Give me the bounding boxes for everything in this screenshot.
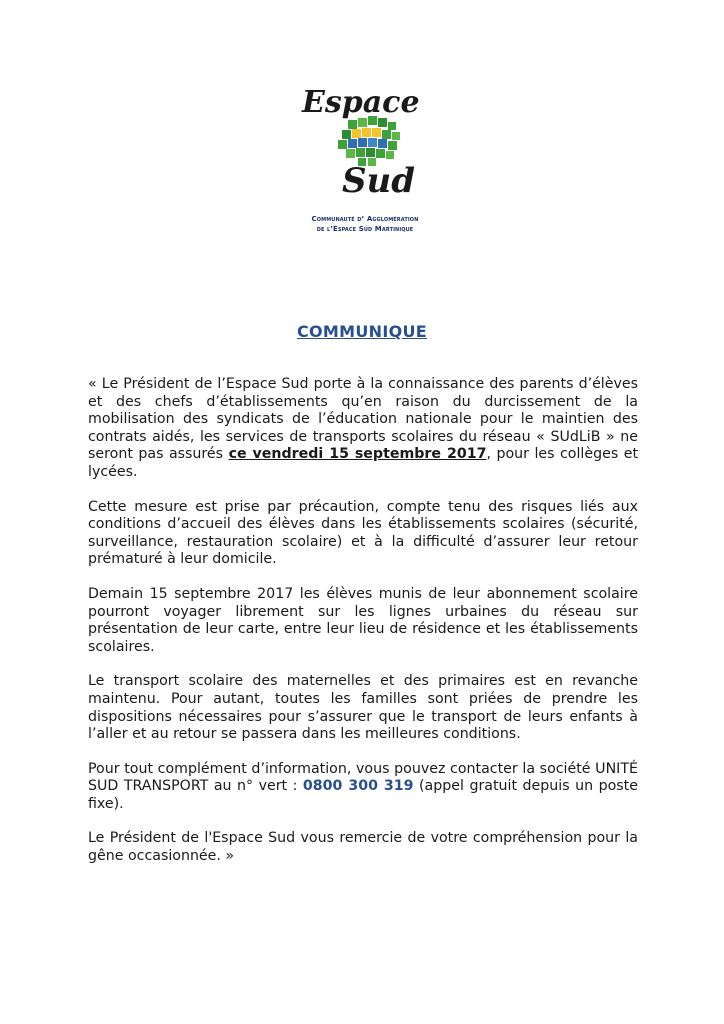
- page-title: COMMUNIQUE: [296, 322, 428, 341]
- paragraph-2: Cette mesure est prise par précaution, compte tenu des risques liés aux conditions d’accueil des élèves dans les établissements scolaires (sécurité, surveillance, restauration scolaire) et à la difficulté d’assurer leur retour prématuré à leur domicile.: [88, 498, 638, 568]
- paragraph-5-text-b: (appel gratuit depuis un poste fixe).: [88, 778, 638, 812]
- paragraph-1-date: ce vendredi 15 septembre 2017: [228, 446, 487, 463]
- paragraph-5-text-a: Pour tout complément d’information, vous pouvez contacter la société UNITÉ SUD TRANSPORT au n° vert :: [88, 760, 638, 795]
- logo-subtitle: [290, 214, 440, 234]
- paragraph-5: [88, 761, 638, 814]
- espace-sud-logo: [290, 82, 440, 247]
- logo-subtitle-line1: Communauté d’ Agglomération: [311, 215, 419, 223]
- phone-number: 0800 300 319: [302, 778, 414, 795]
- communique-body: [88, 376, 638, 883]
- paragraph-1-text-b: , pour les collèges et lycées.: [88, 446, 639, 480]
- logo-text-bottom: Sud: [342, 161, 416, 201]
- logo-graphic: [290, 82, 440, 202]
- logo-subtitle-line2: de l’Espace Sud Martinique: [316, 225, 414, 233]
- paragraph-4: Le transport scolaire des maternelles et des primaires est en revanche maintenu. Pour autant, toutes les familles sont priées de prendre les dispositions nécessaires pour s’assurer que le transport de leurs enfants à l’aller et au retour se passera dans les meilleures conditions.: [88, 673, 638, 743]
- paragraph-1: [88, 376, 638, 482]
- paragraph-3: Demain 15 septembre 2017 les élèves munis de leur abonnement scolaire pourront voyager librement sur les lignes urbaines du réseau sur présentation de leur carte, entre leur lieu de résidence et les établissements scolaires.: [88, 585, 638, 655]
- paragraph-1-text-a: « Le Président de l’Espace Sud porte à la connaissance des parents d’élèves et des chefs d’établissements qu’en raison du durcissement de la mobilisation des syndicats de l’éducation nationale pour le maintien des contrats aidés, les services de transports scolaires du réseau « SUdLiB » ne seront pas assurés: [88, 376, 638, 463]
- paragraph-6: Le Président de l'Espace Sud vous remercie de votre compréhension pour la gêne occasionnée. »: [88, 830, 638, 865]
- logo-text-top: Espace: [302, 85, 420, 120]
- logo-mosaic: [338, 116, 400, 166]
